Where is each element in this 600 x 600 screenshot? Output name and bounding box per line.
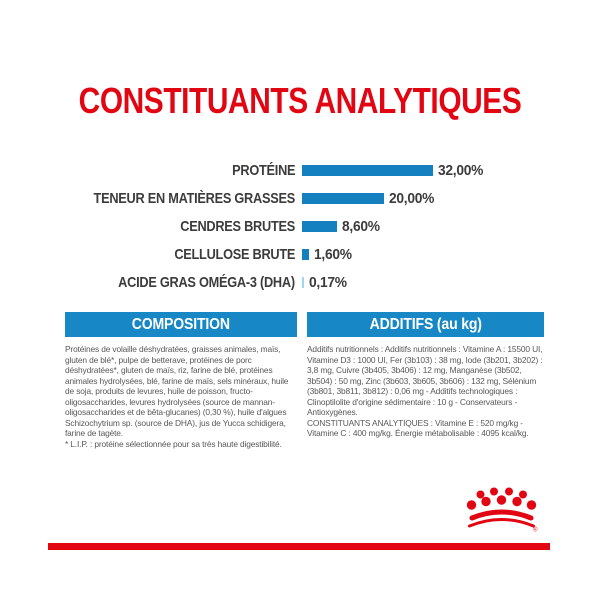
chart-value-label: 20,00%	[389, 189, 435, 207]
chart-value-label: 1,60%	[314, 245, 352, 263]
registered-mark: ®	[533, 527, 538, 532]
chart-bar	[302, 249, 309, 260]
chart-category-label: TENEUR EN MATIÈRES GRASSES	[93, 189, 295, 207]
chart-bar	[302, 193, 384, 204]
chart-row	[0, 212, 600, 240]
chart-bar	[302, 221, 337, 232]
chart-category-label: CENDRES BRUTES	[180, 217, 295, 235]
chart-row	[0, 156, 600, 184]
additives-header	[307, 312, 544, 337]
analytical-constituents-chart	[0, 156, 600, 296]
chart-bar	[302, 277, 304, 288]
additives-section	[307, 312, 544, 439]
analytical-constituents-text: CONSTITUANTS ANALYTIQUES : Vitamine E : 520 mg/kg - Vitamine C : 400 mg/kg. Énergie métabolisable : 4095 kcal/kg.	[307, 417, 529, 438]
footer-red-bar	[48, 543, 550, 550]
composition-footnote: * L.I.P. : protéine sélectionnée pour sa très haute digestibilité.	[65, 438, 282, 449]
royal-canin-logo	[466, 486, 538, 532]
composition-body	[65, 344, 297, 449]
chart-category-label: ACIDE GRAS OMÉGA-3 (DHA)	[118, 273, 295, 291]
chart-row	[0, 240, 600, 268]
crown-icon	[466, 486, 538, 532]
additives-text: Additifs nutritionnels : Additifs nutritionnels : Vitamine A : 15500 UI, Vitamine D3 : 1000 UI, Fer (3b103) : 38 mg, Iode (3b201, 3b202) : 3,8 mg, Cuivre (3b405, 3b406) : 12 mg, Manganèse (3b502, 3b504) : 50 mg, Zinc (3b603, 3b605, 3b606) : 132 mg, Sélénium (3b801, 3b811, 3b812) : 0,06 mg - Additifs technologiques : Clinoptilolite d'origine sédimentaire : 10 g - Conservateurs - Antioxygènes.	[307, 344, 543, 417]
additives-body	[307, 344, 544, 439]
chart-row	[0, 184, 600, 212]
composition-section	[65, 312, 297, 449]
page-title: CONSTITUANTS ANALYTIQUES	[78, 80, 522, 122]
chart-value-label: 8,60%	[342, 217, 380, 235]
chart-category-label: CELLULOSE BRUTE	[174, 245, 295, 263]
chart-value-label: 0,17%	[309, 273, 347, 291]
chart-row	[0, 268, 600, 296]
composition-header	[65, 312, 297, 337]
composition-text: Protéines de volaille déshydratées, graisses animales, maïs, gluten de blé*, pulpe de betterave, protéines de porc déshydratées*, gluten de maïs, riz, farine de blé, protéines animales hydrolysées, blé, farine de maïs, sels minéraux, huile de soja, produits de levures, huile de poisson, fructo-oligosaccharides, levures hydrolysées (source de mannan-oligosaccharides et de bêta-glucanes) (0,30 %), huile d'algues Schizochytrium sp. (source de DHA), jus de Yucca schidigera, farine de tagète.	[65, 344, 289, 438]
chart-category-label: PROTÉINE	[231, 161, 295, 179]
composition-header-label: COMPOSITION	[131, 315, 231, 333]
additives-header-label: ADDITIFS (au kg)	[369, 315, 482, 333]
chart-value-label: 32,00%	[438, 161, 484, 179]
chart-bar	[302, 165, 433, 176]
